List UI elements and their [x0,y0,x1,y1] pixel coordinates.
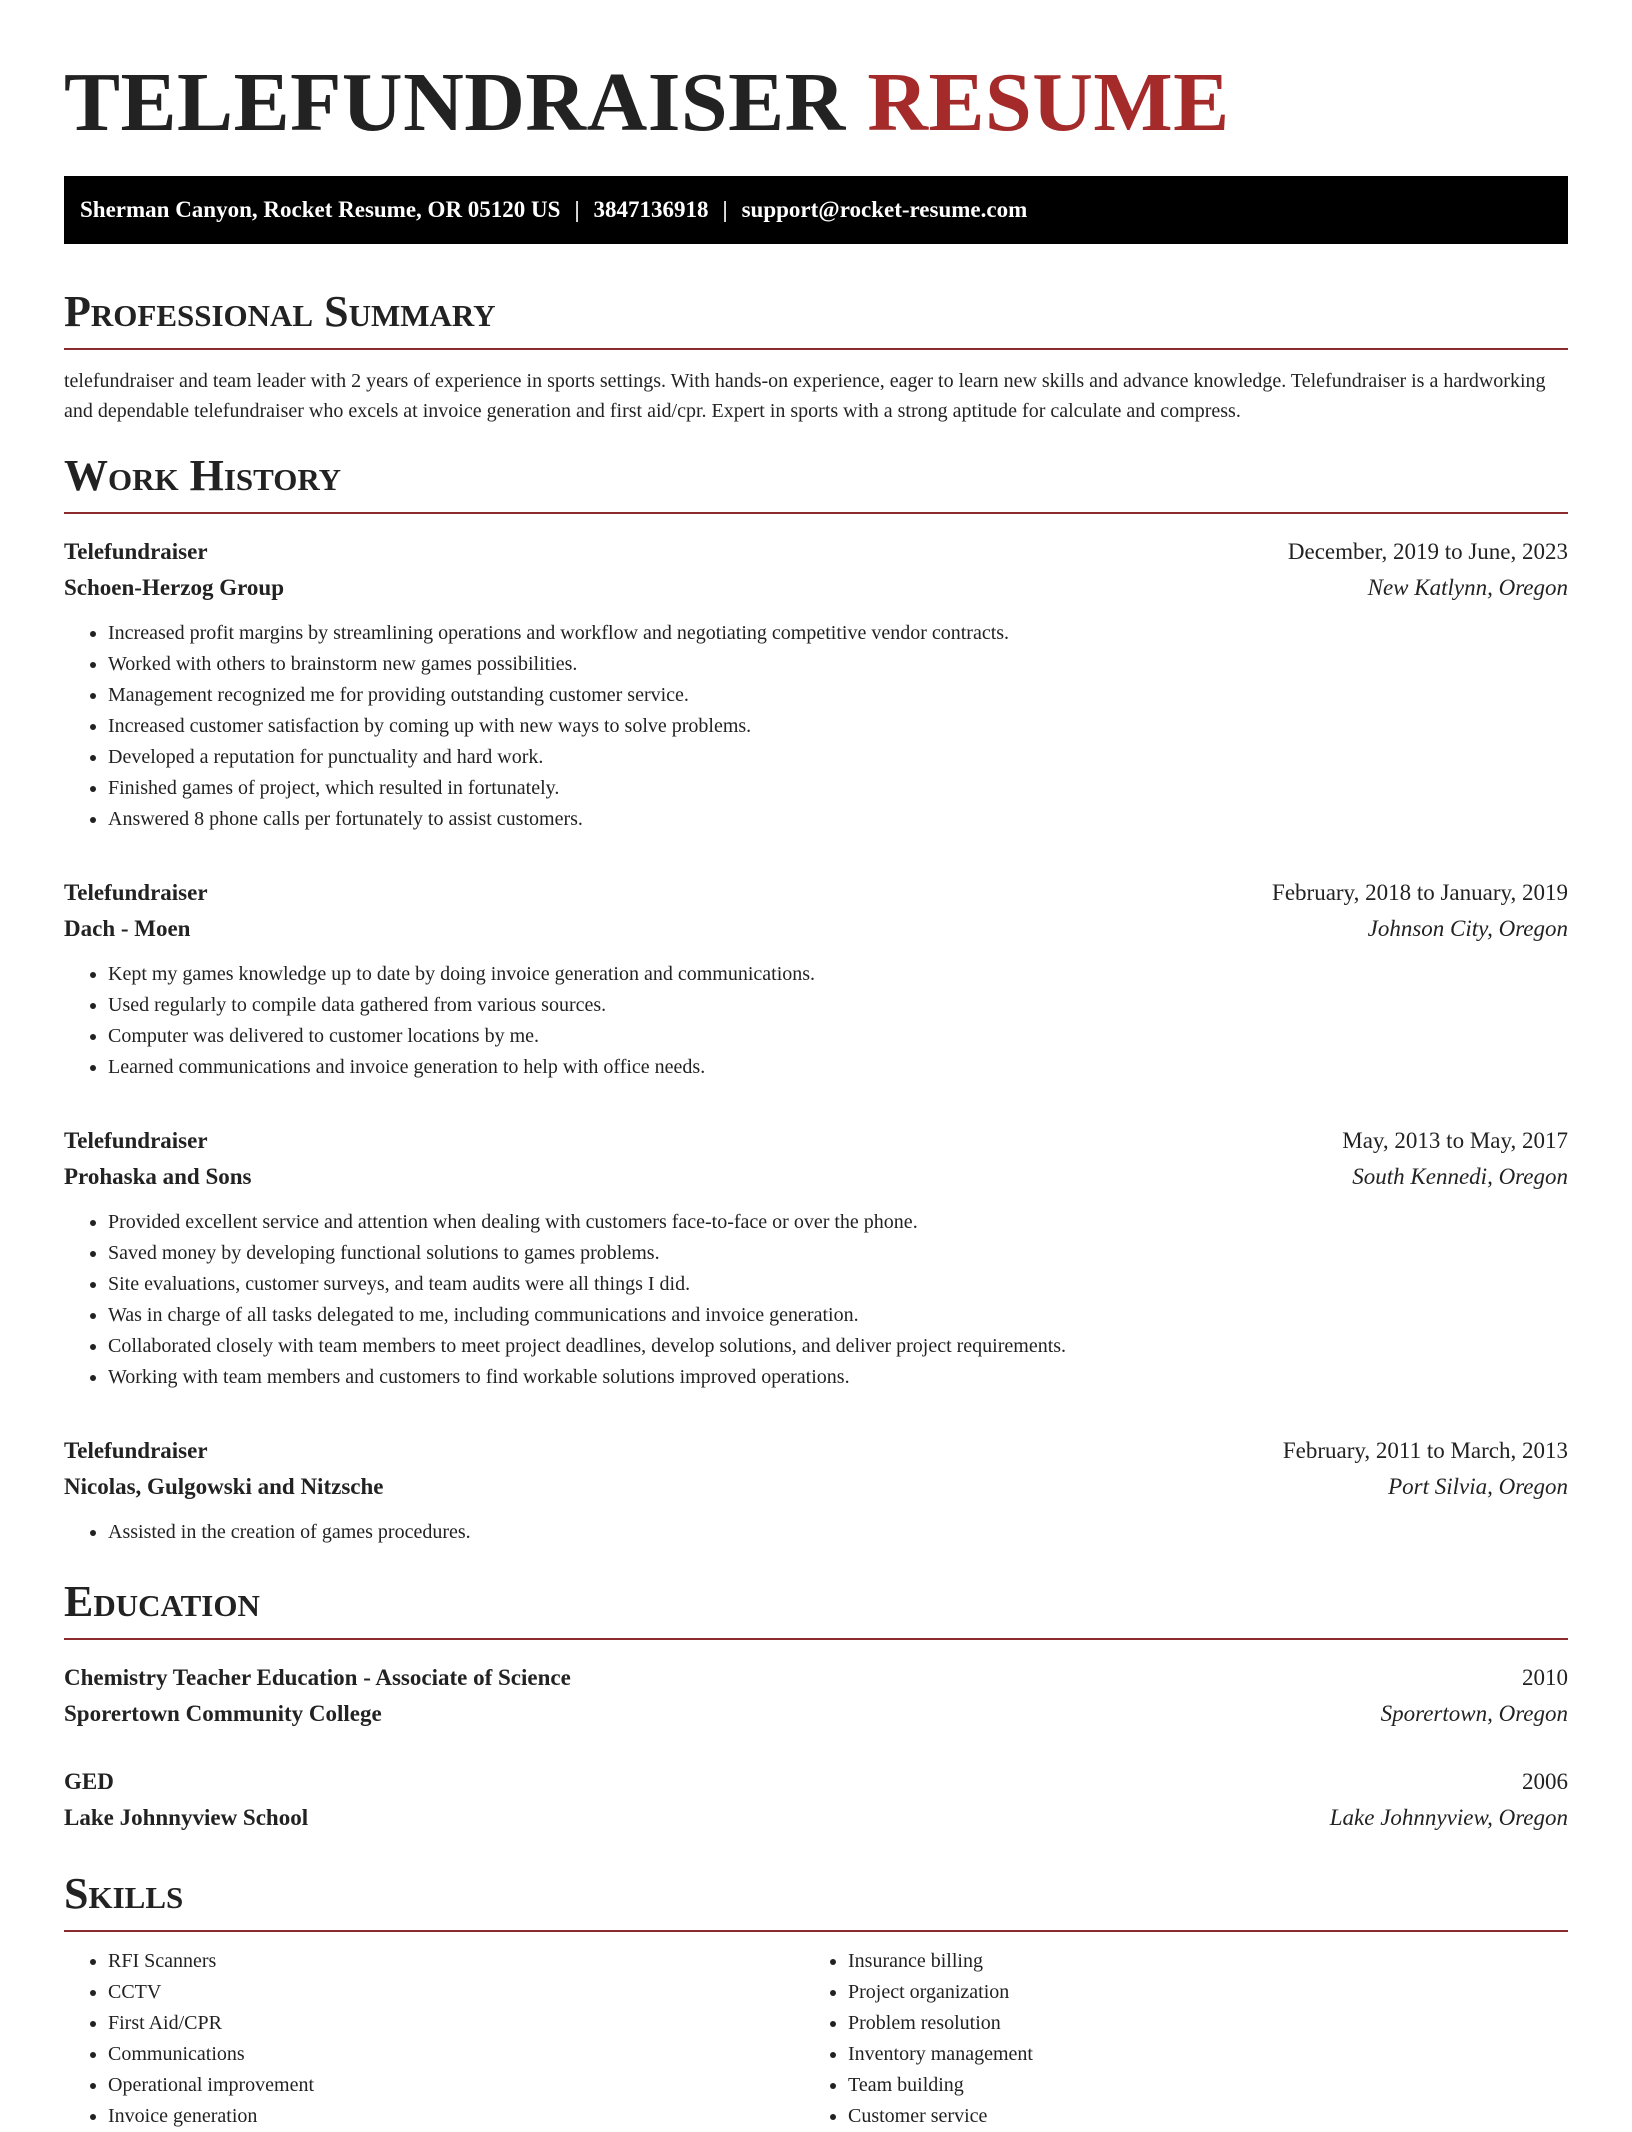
job-company: Prohaska and Sons [64,1164,252,1189]
job-entry [64,1123,1568,1393]
education-degree: Chemistry Teacher Education - Associate of Science [64,1665,571,1690]
education-degree-row [64,1764,1568,1800]
contact-address: Sherman Canyon, Rocket Resume, OR 05120 US [80,197,561,222]
summary-text: telefundraiser and team leader with 2 years of experience in sports settings. With hands-on experience, eager to learn new skills and advance knowledge. Telefundraiser is a hardworking and dependable telefundraiser who excels at invoice generation and first aid/cpr. Expert in sports with a strong aptitude for calculate and compress. [64,370,1546,422]
skills-list [64,1946,1568,2132]
job-dates: May, 2013 to May, 2017 [1342,1128,1568,1153]
job-duty: • Answered 8 phone calls per fortunately to assist customers. [108,804,1568,835]
job-duties [64,959,1568,1083]
job-header-row [64,534,1568,570]
job-dates: February, 2011 to March, 2013 [1282,1438,1568,1463]
job-dates: February, 2018 to January, 2019 [1272,880,1568,905]
education-degree: GED [64,1769,114,1794]
title-accent: RESUME [867,56,1230,149]
title-main: TELEFUNDRAISER [64,56,846,149]
education-entry [64,1764,1568,1836]
job-location: Johnson City, Oregon [1367,916,1568,941]
job-title: Telefundraiser [64,880,208,905]
job-company: Nicolas, Gulgowski and Nitzsche [64,1474,384,1499]
education-heading: Education [64,1576,1568,1640]
job-duty: • Working with team members and customers to find workable solutions improved operations. [108,1362,1568,1393]
skill-item: • Problem resolution [848,2008,1544,2039]
job-header-row [64,875,1568,911]
job-title: Telefundraiser [64,1128,208,1153]
job-duty: • Increased customer satisfaction by coming up with new ways to solve problems. [108,711,1568,742]
job-location: South Kennedi, Oregon [1352,1164,1568,1189]
job-company-row [64,570,1568,606]
education-degree-row [64,1660,1568,1696]
work-history-heading: Work History [64,450,1568,514]
job-duty: • Management recognized me for providing outstanding customer service. [108,680,1568,711]
education-year: 2010 [1522,1665,1568,1690]
skill-item: • First Aid/CPR [108,2008,804,2039]
contact-bar [64,176,1568,244]
skill-item: • RFI Scanners [108,1946,804,1977]
education-entry [64,1660,1568,1732]
job-duty: • Finished games of project, which resulted in fortunately. [108,773,1568,804]
job-header-row [64,1123,1568,1159]
education-school: Lake Johnnyview School [64,1805,309,1830]
skill-item: • Communications [108,2039,804,2070]
job-duty: • Saved money by developing functional solutions to games problems. [108,1238,1568,1269]
skill-item: • Insurance billing [848,1946,1544,1977]
job-duty: • Was in charge of all tasks delegated to me, including communications and invoice generation. [108,1300,1568,1331]
job-header-row [64,1433,1568,1469]
job-location: Port Silvia, Oregon [1388,1474,1568,1499]
job-title: Telefundraiser [64,539,208,564]
job-company: Schoen-Herzog Group [64,575,284,600]
education-school: Sporertown Community College [64,1701,382,1726]
skills-heading: Skills [64,1868,1568,1932]
skill-item: • Operational improvement [108,2070,804,2101]
education-location: Sporertown, Oregon [1380,1701,1568,1726]
job-duties [64,1517,1568,1548]
job-entry [64,1433,1568,1548]
job-duty: • Assisted in the creation of games procedures. [108,1517,1568,1548]
resume-title [64,0,1568,148]
job-entry [64,875,1568,1083]
job-duty: • Kept my games knowledge up to date by doing invoice generation and communications. [108,959,1568,990]
job-duty: • Developed a reputation for punctuality and hard work. [108,742,1568,773]
job-entry [64,534,1568,835]
skill-item: • Inventory management [848,2039,1544,2070]
contact-phone: 3847136918 [593,197,709,222]
job-duty: • Collaborated closely with team members to meet project deadlines, develop solutions, and deliver project requirements. [108,1331,1568,1362]
skill-item: • Project organization [848,1977,1544,2008]
skill-item: • Team building [848,2070,1544,2101]
skill-item: • Customer service [848,2101,1544,2132]
contact-separator: | [722,197,728,222]
job-duties [64,1207,1568,1393]
job-company-row [64,911,1568,947]
job-location: New Katlynn, Oregon [1367,575,1568,600]
job-duty: • Used regularly to compile data gathered from various sources. [108,990,1568,1021]
summary-heading: Professional Summary [64,286,1568,350]
skill-item: • Invoice generation [108,2101,804,2132]
skills-column-left [64,1946,804,2132]
skills-column-right [804,1946,1544,2132]
education-school-row [64,1800,1568,1836]
job-company-row [64,1159,1568,1195]
job-duties [64,618,1568,835]
skill-item: • CCTV [108,1977,804,2008]
education-location: Lake Johnnyview, Oregon [1329,1805,1568,1830]
job-duty: • Computer was delivered to customer locations by me. [108,1021,1568,1052]
job-duty: • Provided excellent service and attention when dealing with customers face-to-face or over the phone. [108,1207,1568,1238]
job-company: Dach - Moen [64,916,191,941]
job-duty: • Site evaluations, customer surveys, and team audits were all things I did. [108,1269,1568,1300]
job-duty: • Worked with others to brainstorm new games possibilities. [108,649,1568,680]
job-title: Telefundraiser [64,1438,208,1463]
job-company-row [64,1469,1568,1505]
contact-email: support@rocket-resume.com [741,197,1028,222]
job-duty: • Increased profit margins by streamlining operations and workflow and negotiating competitive vendor contracts. [108,618,1568,649]
education-year: 2006 [1522,1769,1568,1794]
job-duty: • Learned communications and invoice generation to help with office needs. [108,1052,1568,1083]
job-dates: December, 2019 to June, 2023 [1287,539,1568,564]
contact-separator: | [574,197,580,222]
education-school-row [64,1696,1568,1732]
